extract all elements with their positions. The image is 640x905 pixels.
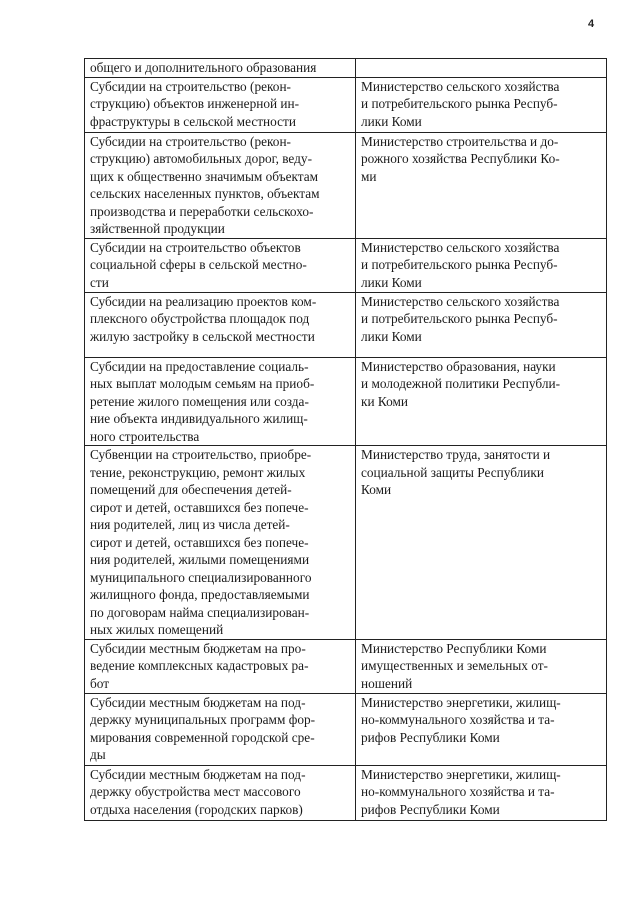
table-row <box>85 59 607 78</box>
subsidy-text: Субсидии местным бюджетам на про- ведение комплексных кадастровых ра- бот <box>90 640 309 691</box>
ministry-cell <box>356 59 607 78</box>
subsidy-cell <box>85 292 356 357</box>
table-row <box>85 765 607 820</box>
subsidy-cell <box>85 59 356 78</box>
subsidy-cell <box>85 446 356 640</box>
subsidy-cell <box>85 639 356 693</box>
ministry-text: Министерство энергетики, жилищ- но-коммунального хозяйства и та- рифов Республики Коми <box>361 694 561 745</box>
subsidy-text: Субсидии местным бюджетам на под- держку обустройства мест массового отдыха населения (городских парков) <box>90 766 306 817</box>
table-row <box>85 77 607 132</box>
table-row <box>85 693 607 765</box>
page-number: 4 <box>588 18 595 30</box>
subsidy-cell <box>85 238 356 292</box>
ministry-cell <box>356 132 607 238</box>
ministry-cell <box>356 292 607 357</box>
subsidy-text: Субсидии местным бюджетам на под- держку муниципальных программ фор- мирования современной городской сре- ды <box>90 694 316 762</box>
ministry-text: Министерство сельского хозяйства и потребительского рынка Респуб- лики Коми <box>361 78 560 129</box>
subsidy-cell <box>85 132 356 238</box>
ministry-text: Министерство образования, науки и молодежной политики Республи- ки Коми <box>361 358 561 409</box>
ministry-cell <box>356 446 607 640</box>
subsidy-text: Субсидии на реализацию проектов ком- плексного обустройства площадок под жилую застройку в сельской местности <box>90 293 317 344</box>
ministry-cell <box>356 357 607 446</box>
ministry-cell <box>356 77 607 132</box>
subsidy-cell <box>85 357 356 446</box>
ministry-text: Министерство сельского хозяйства и потребительского рынка Респуб- лики Коми <box>361 239 560 290</box>
subsidy-text: общего и дополнительного образования <box>90 60 317 75</box>
subsidy-text: Субсидии на строительство объектов социальной сферы в сельской местно- сти <box>90 239 307 290</box>
ministry-text: Министерство сельского хозяйства и потребительского рынка Респуб- лики Коми <box>361 293 560 344</box>
subsidy-cell <box>85 765 356 820</box>
table-row <box>85 357 607 446</box>
table-row <box>85 238 607 292</box>
ministry-text: Министерство энергетики, жилищ- но-коммунального хозяйства и та- рифов Республики Коми <box>361 766 561 817</box>
table-row <box>85 446 607 640</box>
ministry-cell <box>356 765 607 820</box>
ministry-cell <box>356 693 607 765</box>
subsidy-text: Субсидии на строительство (рекон- струкцию) автомобильных дорог, веду- щих к общественно значимым объектам сельских населенных пунктов, объектам производства и переработки сельскохо- зяйственной продукции <box>90 133 320 236</box>
table-row <box>85 292 607 357</box>
ministry-cell <box>356 238 607 292</box>
subsidy-text: Субвенции на строительство, приобре- тение, реконструкцию, ремонт жилых помещений для обеспечения детей- сирот и детей, оставшихся без попече- ния родителей, лиц из числа детей- сирот и детей, оставшихся без попече- ния родителей, жилыми помещениями муниципального специализированного жилищного фонда, предоставляемыми по договорам найма специализирован- ных жилых помещений <box>90 447 312 637</box>
table-row <box>85 132 607 238</box>
ministry-cell <box>356 639 607 693</box>
ministry-text: Министерство Республики Коми имущественных и земельных от- ношений <box>361 640 548 691</box>
subsidy-cell <box>85 693 356 765</box>
table-row <box>85 639 607 693</box>
subsidy-text: Субсидии на строительство (рекон- струкцию) объектов инженерной ин- фраструктуры в сельской местности <box>90 78 300 129</box>
subsidy-table <box>84 58 607 821</box>
ministry-text: Министерство строительства и до- рожного хозяйства Республики Ко- ми <box>361 133 560 184</box>
subsidy-text: Субсидии на предоставление социаль- ных выплат молодым семьям на приоб- ретение жилого помещения или созда- ние объекта индивидуального жилищ- ного строительства <box>90 358 315 444</box>
ministry-text: Министерство труда, занятости и социальной защиты Республики Коми <box>361 447 551 497</box>
subsidy-cell <box>85 77 356 132</box>
